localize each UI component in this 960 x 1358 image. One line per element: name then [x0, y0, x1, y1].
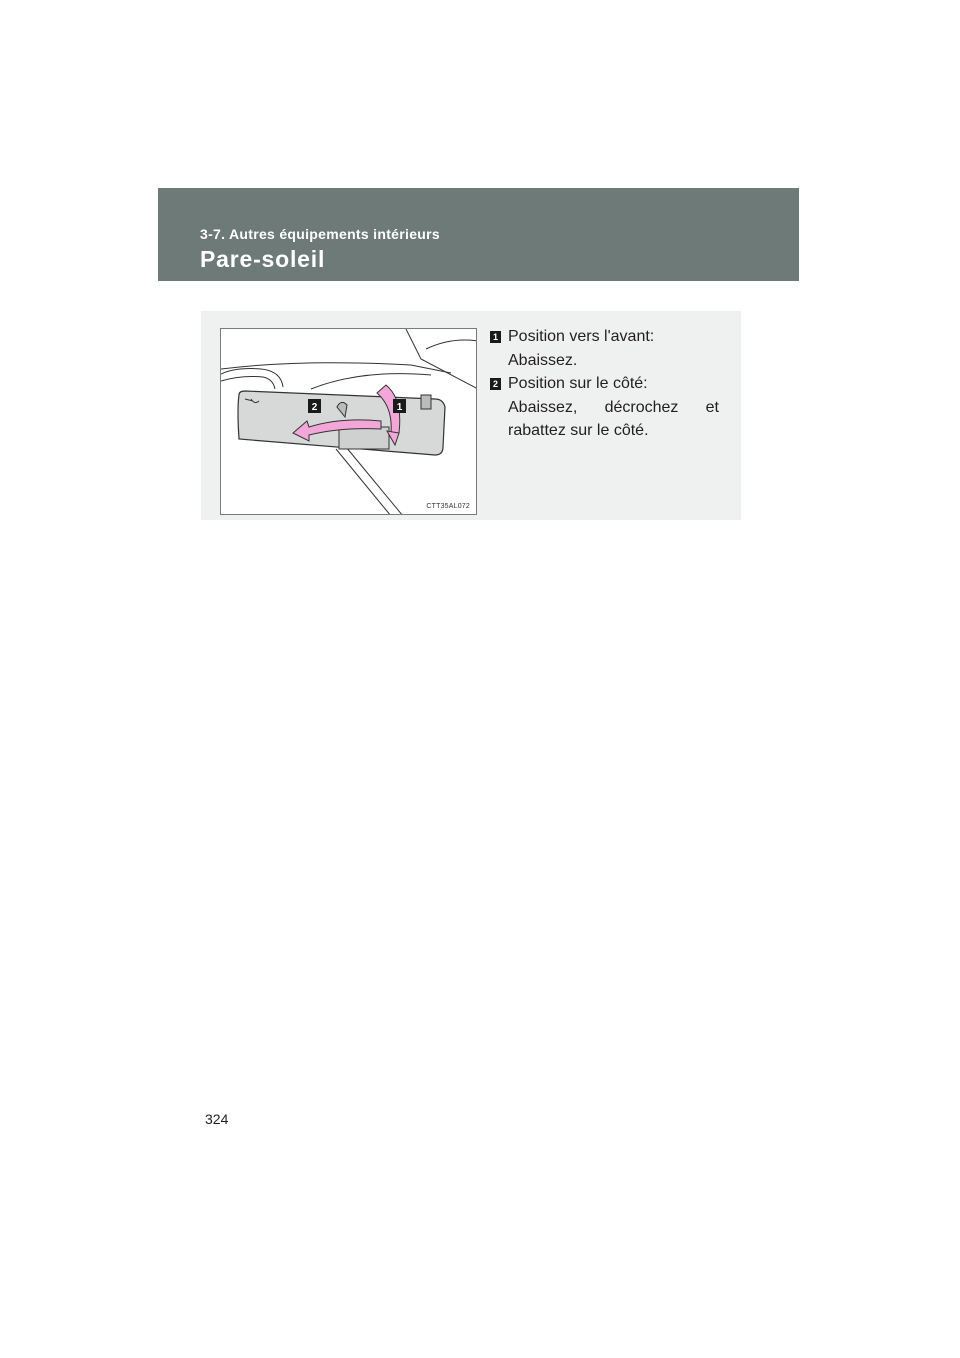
section-label: 3-7. Autres équipements intérieurs	[200, 226, 440, 242]
step-item	[490, 325, 719, 372]
step-text: Abaissez, décrochez et	[508, 398, 719, 416]
step-text: Abaissez.	[508, 351, 578, 369]
step-text: rabattez sur le côté.	[508, 422, 649, 439]
callout-1: 1	[396, 402, 403, 413]
steps-list	[490, 325, 719, 443]
content-box	[201, 311, 741, 520]
step-marker-1: 1	[490, 331, 501, 343]
step-item	[490, 372, 719, 443]
step-text: Position vers l'avant:	[508, 328, 655, 345]
sun-visor-drawing	[221, 329, 477, 515]
step-text: Position sur le côté:	[508, 375, 648, 392]
image-code: CTT35AL072	[426, 503, 470, 510]
sun-visor-illustration	[220, 328, 477, 515]
step-marker-2: 2	[490, 378, 501, 390]
section-header	[158, 188, 799, 281]
callout-2: 2	[311, 402, 318, 413]
page-number: 324	[205, 1111, 229, 1127]
page-title: Pare-soleil	[200, 246, 326, 272]
